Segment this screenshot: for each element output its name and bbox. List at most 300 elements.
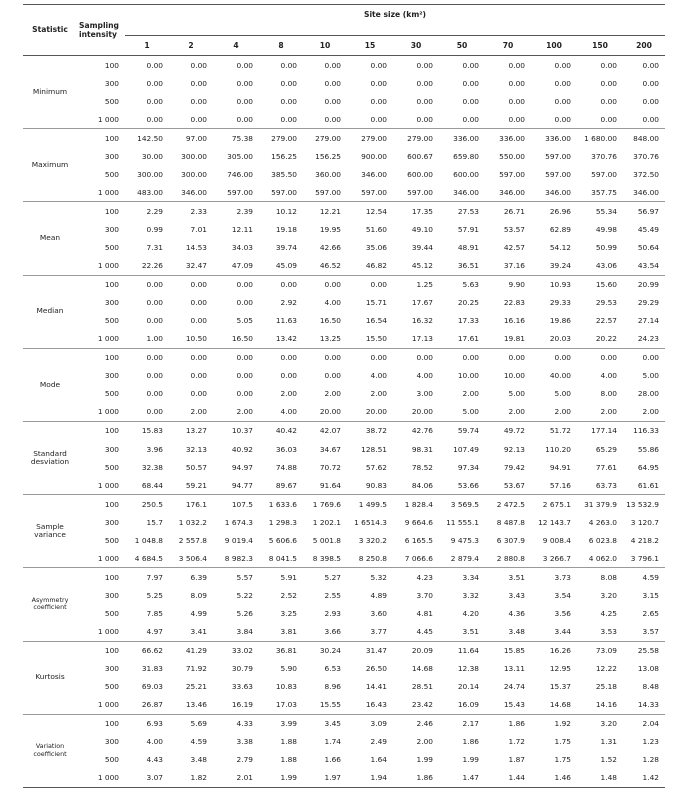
value-cell: 0.00 xyxy=(642,114,660,124)
value-cell: 1.44 xyxy=(485,769,531,788)
value-cell: 39.24 xyxy=(549,261,571,271)
value-cell: 1.66 xyxy=(324,755,341,765)
value-cell: 4.59 xyxy=(190,737,207,747)
value-cell: 0.00 xyxy=(600,78,617,88)
value-cell: 0.00 xyxy=(347,275,393,294)
value-cell: 16.09 xyxy=(457,700,479,710)
value-cell: 346.00 xyxy=(633,187,660,197)
value-cell: 10.37 xyxy=(213,421,259,440)
sampling-intensity-cell: 300 xyxy=(104,664,119,674)
value-cell: 2.79 xyxy=(236,755,253,765)
sampling-intensity-cell: 300 xyxy=(104,151,119,161)
value-cell: 156.25 xyxy=(271,151,297,161)
value-cell: 1.00 xyxy=(146,334,163,344)
value-cell: 900.00 xyxy=(361,151,387,161)
value-cell: 15.85 xyxy=(485,641,531,660)
value-cell: 0.00 xyxy=(370,78,387,88)
value-cell: 0.00 xyxy=(125,56,169,75)
value-cell: 0.00 xyxy=(324,78,341,88)
value-cell: 32.47 xyxy=(185,261,207,271)
value-cell: 1.52 xyxy=(600,755,617,765)
value-cell: 14.16 xyxy=(595,700,617,710)
table-row xyxy=(23,440,665,458)
value-cell: 64.95 xyxy=(637,462,660,472)
value-cell: 29.33 xyxy=(549,298,571,308)
value-cell: 1 202.1 xyxy=(312,517,341,527)
value-cell: 0.00 xyxy=(190,316,207,326)
sampling-intensity-cell: 300 xyxy=(104,298,119,308)
statistic-label: Variation coefficient xyxy=(23,714,77,787)
value-cell: 13.11 xyxy=(503,664,525,674)
value-cell: 2.00 xyxy=(508,407,525,417)
value-cell: 34.67 xyxy=(319,444,341,454)
value-cell: 0.00 xyxy=(508,114,525,124)
value-cell: 27.14 xyxy=(637,316,660,326)
value-cell: 31 379.9 xyxy=(577,495,623,514)
value-cell: 8 041.5 xyxy=(268,553,297,563)
value-cell: 107.5 xyxy=(213,495,259,514)
value-cell: 336.00 xyxy=(531,129,577,148)
value-cell: 1.87 xyxy=(508,755,525,765)
value-cell: 346.00 xyxy=(181,187,207,197)
value-cell: 5.00 xyxy=(642,371,660,381)
value-cell: 346.00 xyxy=(499,187,525,197)
value-cell: 3.60 xyxy=(370,608,387,618)
value-cell: 0.00 xyxy=(531,348,577,367)
value-cell: 38.72 xyxy=(347,421,393,440)
value-cell: 3.81 xyxy=(280,626,297,636)
value-cell: 3.32 xyxy=(462,590,479,600)
value-cell: 3.57 xyxy=(642,626,660,636)
value-cell: 3.70 xyxy=(416,590,433,600)
value-cell: 7.01 xyxy=(190,224,207,234)
value-cell: 2.65 xyxy=(642,608,660,618)
value-cell: 4.45 xyxy=(416,626,433,636)
table-row xyxy=(23,531,665,549)
value-cell: 3.45 xyxy=(303,714,347,733)
value-cell: 1 674.3 xyxy=(224,517,253,527)
statistic-label: Mean xyxy=(23,202,77,275)
value-cell: 0.00 xyxy=(508,96,525,106)
value-cell: 9.90 xyxy=(485,275,531,294)
value-cell: 26.87 xyxy=(141,700,163,710)
table-row xyxy=(23,733,665,751)
value-cell: 15.7 xyxy=(146,517,163,527)
value-cell: 3.09 xyxy=(347,714,393,733)
value-cell: 26.50 xyxy=(365,664,387,674)
value-cell: 0.00 xyxy=(146,389,163,399)
value-cell: 56.97 xyxy=(623,202,665,221)
value-cell: 0.00 xyxy=(280,371,297,381)
value-cell: 3.53 xyxy=(600,626,617,636)
value-cell: 1 298.3 xyxy=(268,517,297,527)
value-cell: 59.21 xyxy=(185,480,207,490)
header-size-8: 8 xyxy=(259,36,303,56)
value-cell: 15.71 xyxy=(365,298,387,308)
value-cell: 46.52 xyxy=(319,261,341,271)
value-cell: 4.36 xyxy=(508,608,525,618)
value-cell: 3.48 xyxy=(190,755,207,765)
value-cell: 3.73 xyxy=(531,568,577,587)
sampling-intensity-cell: 500 xyxy=(104,535,119,545)
value-cell: 65.29 xyxy=(595,444,617,454)
sampling-intensity-cell: 1 000 xyxy=(97,407,119,417)
sampling-intensity-cell: 500 xyxy=(104,242,119,252)
table-row xyxy=(23,458,665,476)
value-cell: 46.82 xyxy=(365,261,387,271)
value-cell: 2.00 xyxy=(462,389,479,399)
value-cell: 50.99 xyxy=(595,242,617,252)
table-row xyxy=(23,294,665,312)
value-cell: 17.35 xyxy=(393,202,439,221)
value-cell: 0.00 xyxy=(125,275,169,294)
value-cell: 0.00 xyxy=(462,96,479,106)
value-cell: 9 475.3 xyxy=(450,535,479,545)
value-cell: 4 062.0 xyxy=(588,553,617,563)
value-cell: 42.07 xyxy=(303,421,347,440)
value-cell: 1.94 xyxy=(347,769,393,788)
value-cell: 1.82 xyxy=(169,769,213,788)
value-cell: 1.92 xyxy=(531,714,577,733)
value-cell: 3.48 xyxy=(508,626,525,636)
value-cell: 0.00 xyxy=(416,78,433,88)
value-cell: 22.57 xyxy=(595,316,617,326)
value-cell: 0.00 xyxy=(303,56,347,75)
statistic-label: Minimum xyxy=(23,56,77,129)
header-size-70: 70 xyxy=(485,36,531,56)
table-row xyxy=(23,421,665,440)
table-row xyxy=(23,385,665,403)
value-cell: 19.81 xyxy=(503,334,525,344)
value-cell: 9 664.6 xyxy=(404,517,433,527)
value-cell: 370.76 xyxy=(633,151,660,161)
value-cell: 2.00 xyxy=(280,389,297,399)
value-cell: 4 684.5 xyxy=(134,553,163,563)
value-cell: 0.00 xyxy=(324,96,341,106)
value-cell: 1.86 xyxy=(485,714,531,733)
value-cell: 346.00 xyxy=(361,169,387,179)
value-cell: 0.00 xyxy=(280,96,297,106)
value-cell: 6.53 xyxy=(324,664,341,674)
value-cell: 20.99 xyxy=(623,275,665,294)
value-cell: 2 675.1 xyxy=(531,495,577,514)
value-cell: 1 048.8 xyxy=(134,535,163,545)
statistic-label: Maximum xyxy=(23,129,77,202)
value-cell: 30.00 xyxy=(141,151,163,161)
value-cell: 20.00 xyxy=(319,407,341,417)
value-cell: 33.63 xyxy=(231,682,253,692)
value-cell: 2 880.8 xyxy=(496,553,525,563)
value-cell: 5 606.6 xyxy=(268,535,297,545)
sampling-intensity-cell: 300 xyxy=(104,371,119,381)
sampling-intensity-cell: 300 xyxy=(104,78,119,88)
value-cell: 1.25 xyxy=(393,275,439,294)
sampling-intensity-cell: 100 xyxy=(77,129,125,148)
value-cell: 5.69 xyxy=(169,714,213,733)
value-cell: 2.00 xyxy=(236,407,253,417)
value-cell: 6 307.9 xyxy=(496,535,525,545)
value-cell: 23.42 xyxy=(411,700,433,710)
sampling-intensity-cell: 300 xyxy=(104,590,119,600)
value-cell: 3.51 xyxy=(462,626,479,636)
sampling-intensity-cell: 100 xyxy=(77,421,125,440)
value-cell: 0.00 xyxy=(416,114,433,124)
statistic-label: Kurtosis xyxy=(23,641,77,714)
value-cell: 5.00 xyxy=(508,389,525,399)
value-cell: 300.00 xyxy=(181,169,207,179)
value-cell: 15.43 xyxy=(503,700,525,710)
value-cell: 3.20 xyxy=(577,714,623,733)
value-cell: 1.72 xyxy=(508,737,525,747)
statistics-table-container xyxy=(23,4,665,788)
value-cell: 53.57 xyxy=(503,224,525,234)
value-cell: 0.00 xyxy=(508,78,525,88)
table-row xyxy=(23,238,665,256)
value-cell: 0.00 xyxy=(577,348,623,367)
value-cell: 5.26 xyxy=(236,608,253,618)
value-cell: 66.62 xyxy=(125,641,169,660)
value-cell: 0.00 xyxy=(236,389,253,399)
value-cell: 73.09 xyxy=(577,641,623,660)
value-cell: 54.12 xyxy=(549,242,571,252)
value-cell: 597.00 xyxy=(407,187,433,197)
value-cell: 600.67 xyxy=(407,151,433,161)
sampling-intensity-cell: 1 000 xyxy=(97,480,119,490)
table-row xyxy=(23,476,665,495)
value-cell: 15.60 xyxy=(577,275,623,294)
value-cell: 1.99 xyxy=(416,755,433,765)
table-row xyxy=(23,330,665,349)
sampling-intensity-cell: 100 xyxy=(77,495,125,514)
value-cell: 0.00 xyxy=(531,56,577,75)
value-cell: 5.05 xyxy=(236,316,253,326)
value-cell: 0.00 xyxy=(370,96,387,106)
value-cell: 53.67 xyxy=(503,480,525,490)
value-cell: 29.29 xyxy=(637,298,660,308)
value-cell: 0.00 xyxy=(213,275,259,294)
value-cell: 16.16 xyxy=(503,316,525,326)
table-row xyxy=(23,513,665,531)
value-cell: 597.00 xyxy=(545,169,571,179)
value-cell: 336.00 xyxy=(485,129,531,148)
sampling-intensity-cell: 100 xyxy=(77,202,125,221)
value-cell: 14.41 xyxy=(365,682,387,692)
value-cell: 3 569.5 xyxy=(439,495,485,514)
value-cell: 0.00 xyxy=(146,96,163,106)
value-cell: 14.68 xyxy=(411,664,433,674)
value-cell: 10.93 xyxy=(531,275,577,294)
value-cell: 25.58 xyxy=(623,641,665,660)
value-cell: 346.00 xyxy=(453,187,479,197)
value-cell: 70.72 xyxy=(319,462,341,472)
value-cell: 94.97 xyxy=(231,462,253,472)
value-cell: 26.96 xyxy=(531,202,577,221)
value-cell: 10.12 xyxy=(259,202,303,221)
table-row xyxy=(23,622,665,641)
value-cell: 279.00 xyxy=(259,129,303,148)
value-cell: 0.00 xyxy=(190,389,207,399)
sampling-intensity-cell: 100 xyxy=(77,714,125,733)
value-cell: 63.73 xyxy=(595,480,617,490)
value-cell: 1 828.4 xyxy=(393,495,439,514)
table-body xyxy=(23,56,665,788)
value-cell: 32.38 xyxy=(141,462,163,472)
value-cell: 39.74 xyxy=(275,242,297,252)
value-cell: 0.00 xyxy=(577,56,623,75)
value-cell: 1.46 xyxy=(531,769,577,788)
table-row xyxy=(23,183,665,202)
value-cell: 5.25 xyxy=(146,590,163,600)
value-cell: 39.44 xyxy=(411,242,433,252)
value-cell: 3.38 xyxy=(236,737,253,747)
value-cell: 2.04 xyxy=(623,714,665,733)
value-cell: 26.71 xyxy=(485,202,531,221)
value-cell: 2 557.8 xyxy=(178,535,207,545)
value-cell: 279.00 xyxy=(303,129,347,148)
value-cell: 156.25 xyxy=(315,151,341,161)
value-cell: 14.68 xyxy=(549,700,571,710)
value-cell: 0.00 xyxy=(169,56,213,75)
value-cell: 0.00 xyxy=(190,78,207,88)
value-cell: 15.55 xyxy=(319,700,341,710)
value-cell: 1 680.00 xyxy=(577,129,623,148)
value-cell: 3.66 xyxy=(324,626,341,636)
value-cell: 8 250.8 xyxy=(358,553,387,563)
value-cell: 0.00 xyxy=(169,348,213,367)
value-cell: 20.00 xyxy=(365,407,387,417)
value-cell: 597.00 xyxy=(315,187,341,197)
value-cell: 51.72 xyxy=(531,421,577,440)
table-row xyxy=(23,549,665,568)
value-cell: 3.99 xyxy=(259,714,303,733)
value-cell: 12.11 xyxy=(231,224,253,234)
value-cell: 0.00 xyxy=(347,348,393,367)
value-cell: 11.63 xyxy=(275,316,297,326)
value-cell: 20.00 xyxy=(411,407,433,417)
value-cell: 4.43 xyxy=(146,755,163,765)
table-row xyxy=(23,202,665,221)
value-cell: 2.01 xyxy=(213,769,259,788)
value-cell: 0.00 xyxy=(347,56,393,75)
value-cell: 2.39 xyxy=(213,202,259,221)
value-cell: 107.49 xyxy=(453,444,479,454)
value-cell: 2.93 xyxy=(324,608,341,618)
value-cell: 40.92 xyxy=(231,444,253,454)
value-cell: 42.57 xyxy=(503,242,525,252)
value-cell: 10.83 xyxy=(275,682,297,692)
value-cell: 79.42 xyxy=(503,462,525,472)
sampling-intensity-cell: 300 xyxy=(104,737,119,747)
value-cell: 94.91 xyxy=(549,462,571,472)
value-cell: 4.81 xyxy=(416,608,433,618)
table-row xyxy=(23,147,665,165)
sampling-intensity-cell: 100 xyxy=(77,568,125,587)
table-row xyxy=(23,74,665,92)
value-cell: 8.96 xyxy=(324,682,341,692)
statistic-label: Sample variance xyxy=(23,495,77,568)
value-cell: 6.39 xyxy=(169,568,213,587)
value-cell: 2 472.5 xyxy=(485,495,531,514)
value-cell: 3.84 xyxy=(236,626,253,636)
value-cell: 0.00 xyxy=(303,348,347,367)
value-cell: 37.16 xyxy=(503,261,525,271)
value-cell: 0.00 xyxy=(642,78,660,88)
value-cell: 7 066.6 xyxy=(404,553,433,563)
value-cell: 0.00 xyxy=(554,114,571,124)
value-cell: 3 266.7 xyxy=(542,553,571,563)
value-cell: 57.62 xyxy=(365,462,387,472)
sampling-intensity-cell: 1 000 xyxy=(97,261,119,271)
value-cell: 41.29 xyxy=(169,641,213,660)
sampling-intensity-cell: 100 xyxy=(77,56,125,75)
value-cell: 17.61 xyxy=(457,334,479,344)
table-row xyxy=(23,92,665,110)
value-cell: 45.49 xyxy=(637,224,660,234)
table-row xyxy=(23,586,665,604)
table-row xyxy=(23,568,665,587)
value-cell: 16.19 xyxy=(231,700,253,710)
value-cell: 78.52 xyxy=(411,462,433,472)
value-cell: 128.51 xyxy=(361,444,387,454)
value-cell: 74.88 xyxy=(275,462,297,472)
sampling-intensity-cell: 100 xyxy=(77,275,125,294)
value-cell: 0.00 xyxy=(623,56,665,75)
sampling-intensity-cell: 1 000 xyxy=(77,769,125,788)
value-cell: 17.03 xyxy=(275,700,297,710)
value-cell: 49.10 xyxy=(411,224,433,234)
header-size-200: 200 xyxy=(623,36,665,56)
value-cell: 372.50 xyxy=(633,169,660,179)
value-cell: 2.00 xyxy=(190,407,207,417)
value-cell: 59.74 xyxy=(439,421,485,440)
sampling-intensity-cell: 1 000 xyxy=(97,334,119,344)
value-cell: 94.77 xyxy=(231,480,253,490)
value-cell: 34.03 xyxy=(231,242,253,252)
value-cell: 848.00 xyxy=(623,129,665,148)
value-cell: 0.00 xyxy=(280,114,297,124)
value-cell: 2.46 xyxy=(393,714,439,733)
value-cell: 0.00 xyxy=(190,371,207,381)
value-cell: 0.00 xyxy=(280,78,297,88)
value-cell: 68.44 xyxy=(141,480,163,490)
value-cell: 597.00 xyxy=(499,169,525,179)
value-cell: 3.51 xyxy=(485,568,531,587)
value-cell: 0.00 xyxy=(146,298,163,308)
value-cell: 20.25 xyxy=(457,298,479,308)
value-cell: 36.81 xyxy=(259,641,303,660)
value-cell: 0.00 xyxy=(416,96,433,106)
value-cell: 1.23 xyxy=(642,737,660,747)
value-cell: 42.66 xyxy=(319,242,341,252)
value-cell: 0.00 xyxy=(236,298,253,308)
value-cell: 4.00 xyxy=(280,407,297,417)
value-cell: 5.00 xyxy=(462,407,479,417)
value-cell: 30.79 xyxy=(231,664,253,674)
value-cell: 8 982.3 xyxy=(224,553,253,563)
value-cell: 5.90 xyxy=(280,664,297,674)
value-cell: 0.00 xyxy=(259,56,303,75)
value-cell: 13.46 xyxy=(185,700,207,710)
value-cell: 19.18 xyxy=(275,224,297,234)
value-cell: 5.91 xyxy=(259,568,303,587)
value-cell: 19.86 xyxy=(549,316,571,326)
value-cell: 48.91 xyxy=(457,242,479,252)
value-cell: 0.00 xyxy=(236,96,253,106)
value-cell: 77.61 xyxy=(595,462,617,472)
value-cell: 43.54 xyxy=(637,261,660,271)
value-cell: 305.00 xyxy=(227,151,253,161)
value-cell: 15.83 xyxy=(125,421,169,440)
